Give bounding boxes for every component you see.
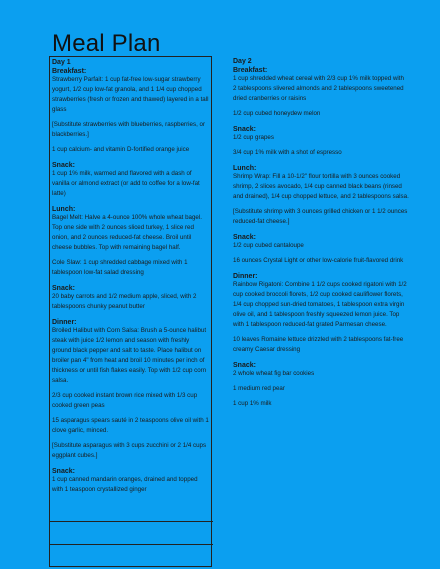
meal-heading: Lunch:	[52, 206, 76, 213]
meal-item: 1/2 cup cubed cantaloupe	[233, 242, 304, 249]
meal-item: 20 baby carrots and 1/2 medium apple, sliced, with 2 tablespoons chunky peanut butter	[52, 293, 197, 310]
meal-item: 2 whole wheat fig bar cookies	[233, 370, 315, 377]
meal-item: [Substitute shrimp with 3 ounces grilled chicken or 1 1/2 ounces reduced-fat cheese.]	[233, 208, 408, 225]
meal-item: 15 asparagus spears sauté in 2 teaspoons olive oil with 1 clove garlic, minced.	[52, 417, 209, 434]
meal-heading: Snack:	[233, 362, 256, 369]
day-1-column	[49, 56, 212, 567]
table-row-divider	[50, 544, 213, 545]
meal-item: Rainbow Rigatoni: Combine 1 1/2 cups cooked rigatoni with 1/2 cup cooked broccoli florets, 1/2 cup cooked cauliflower florets, 1/4 cup chopped sun-dried tomatoes, 1 tablespoon extra virgin olive oil, and 1 tablespoon freshly squeezed lemon juice. Top with 1 tablespoon reduced-fat grated Parmesan cheese.	[233, 281, 407, 328]
meal-item: Shrimp Wrap: Fill a 10-1/2" flour tortilla with 3 ounces cooked shrimp, 2 slices avocado, 1/4 cup canned black beans (rinsed and drained), 1/4 cup chopped lettuce, and 2 tablespoons salsa.	[233, 173, 409, 200]
meal-item: 1/2 cup cubed honeydew melon	[233, 110, 321, 117]
meal-heading: Dinner:	[233, 273, 258, 280]
meal-item: 2/3 cup cooked instant brown rice mixed with 1/3 cup cooked green peas	[52, 392, 198, 409]
meal-item: 1 cup shredded wheat cereal with 2/3 cup 1% milk topped with 2 tablespoons slivered almonds and 2 tablespoons sweetened dried cranberries or raisins	[233, 75, 404, 102]
meal-heading: Snack:	[233, 234, 256, 241]
meal-item: Bagel Melt: Halve a 4-ounce 100% whole wheat bagel. Top one side with 2 ounces sliced turkey, 1 slice red onion, and 2 ounces reduced-fat cheese. Broil until cheese bubbles. Top with remaining bagel half.	[52, 214, 202, 251]
meal-heading: Lunch:	[233, 165, 257, 172]
table-row-divider	[50, 521, 213, 522]
meal-item: Broiled Halibut with Corn Salsa: Brush a 5-ounce halibut steak with juice 1/2 lemon and season with freshly ground black pepper and salt to taste. Place halibut on broiler pan 4" from heat and broil 10 minutes per inch of thickness or until fish flakes easily. Top with 1/2 cup corn salsa.	[52, 327, 207, 384]
meal-item: 1/2 cup grapes	[233, 134, 274, 141]
meal-heading: Breakfast:	[233, 67, 268, 74]
day-2-cell	[231, 56, 411, 414]
meal-item: 1 medium red pear	[233, 385, 285, 392]
meal-plan-table	[49, 56, 411, 569]
meal-item: 1 cup canned mandarin oranges, drained and topped with 1 teaspoon crystallized ginger	[52, 476, 198, 493]
meal-item: 16 ounces Crystal Light or other low-calorie fruit-flavored drink	[233, 257, 404, 264]
meal-heading: Snack:	[52, 285, 75, 292]
meal-item: Cole Slaw: 1 cup shredded cabbage mixed with 1 tablespoon low-fat salad dressing	[52, 259, 188, 276]
meal-item: 1 cup calcium- and vitamin D-fortified orange juice	[52, 146, 190, 153]
page-title: Meal Plan	[52, 30, 161, 57]
day-1-label: Day 1	[52, 59, 71, 66]
day-2-column	[231, 56, 411, 414]
meal-item: [Substitute strawberries with blueberries, raspberries, or blackberries.]	[52, 121, 206, 138]
meal-heading: Breakfast:	[52, 68, 87, 75]
meal-item: [Substitute asparagus with 3 cups zucchini or 2 1/4 cups eggplant cubes.]	[52, 442, 207, 459]
meal-heading: Snack:	[233, 126, 256, 133]
meal-heading: Snack:	[52, 162, 75, 169]
meal-item: 10 leaves Romaine lettuce drizzled with 2 tablespoons fat-free creamy Caesar dressing	[233, 336, 404, 353]
meal-heading: Dinner:	[52, 319, 77, 326]
day-2-sections	[233, 67, 409, 414]
day-2-label: Day 2	[233, 58, 252, 65]
meal-item: Strawberry Parfait: 1 cup fat-free low-sugar strawberry yogurt, 1/2 cup low-fat granola, and 1 1/4 cup chopped strawberries (fresh or frozen and thawed) layered in a tall glass	[52, 76, 209, 113]
meal-item: 3/4 cup 1% milk with a shot of espresso	[233, 149, 342, 156]
day-1-cell	[50, 57, 211, 500]
meal-item: 1 cup 1% milk	[233, 400, 272, 407]
meal-heading: Snack:	[52, 468, 75, 475]
meal-item: 1 cup 1% milk, warmed and flavored with a dash of vanilla or almond extract (or add to coffee for a low-fat latte)	[52, 170, 200, 197]
day-1-sections	[52, 68, 209, 500]
